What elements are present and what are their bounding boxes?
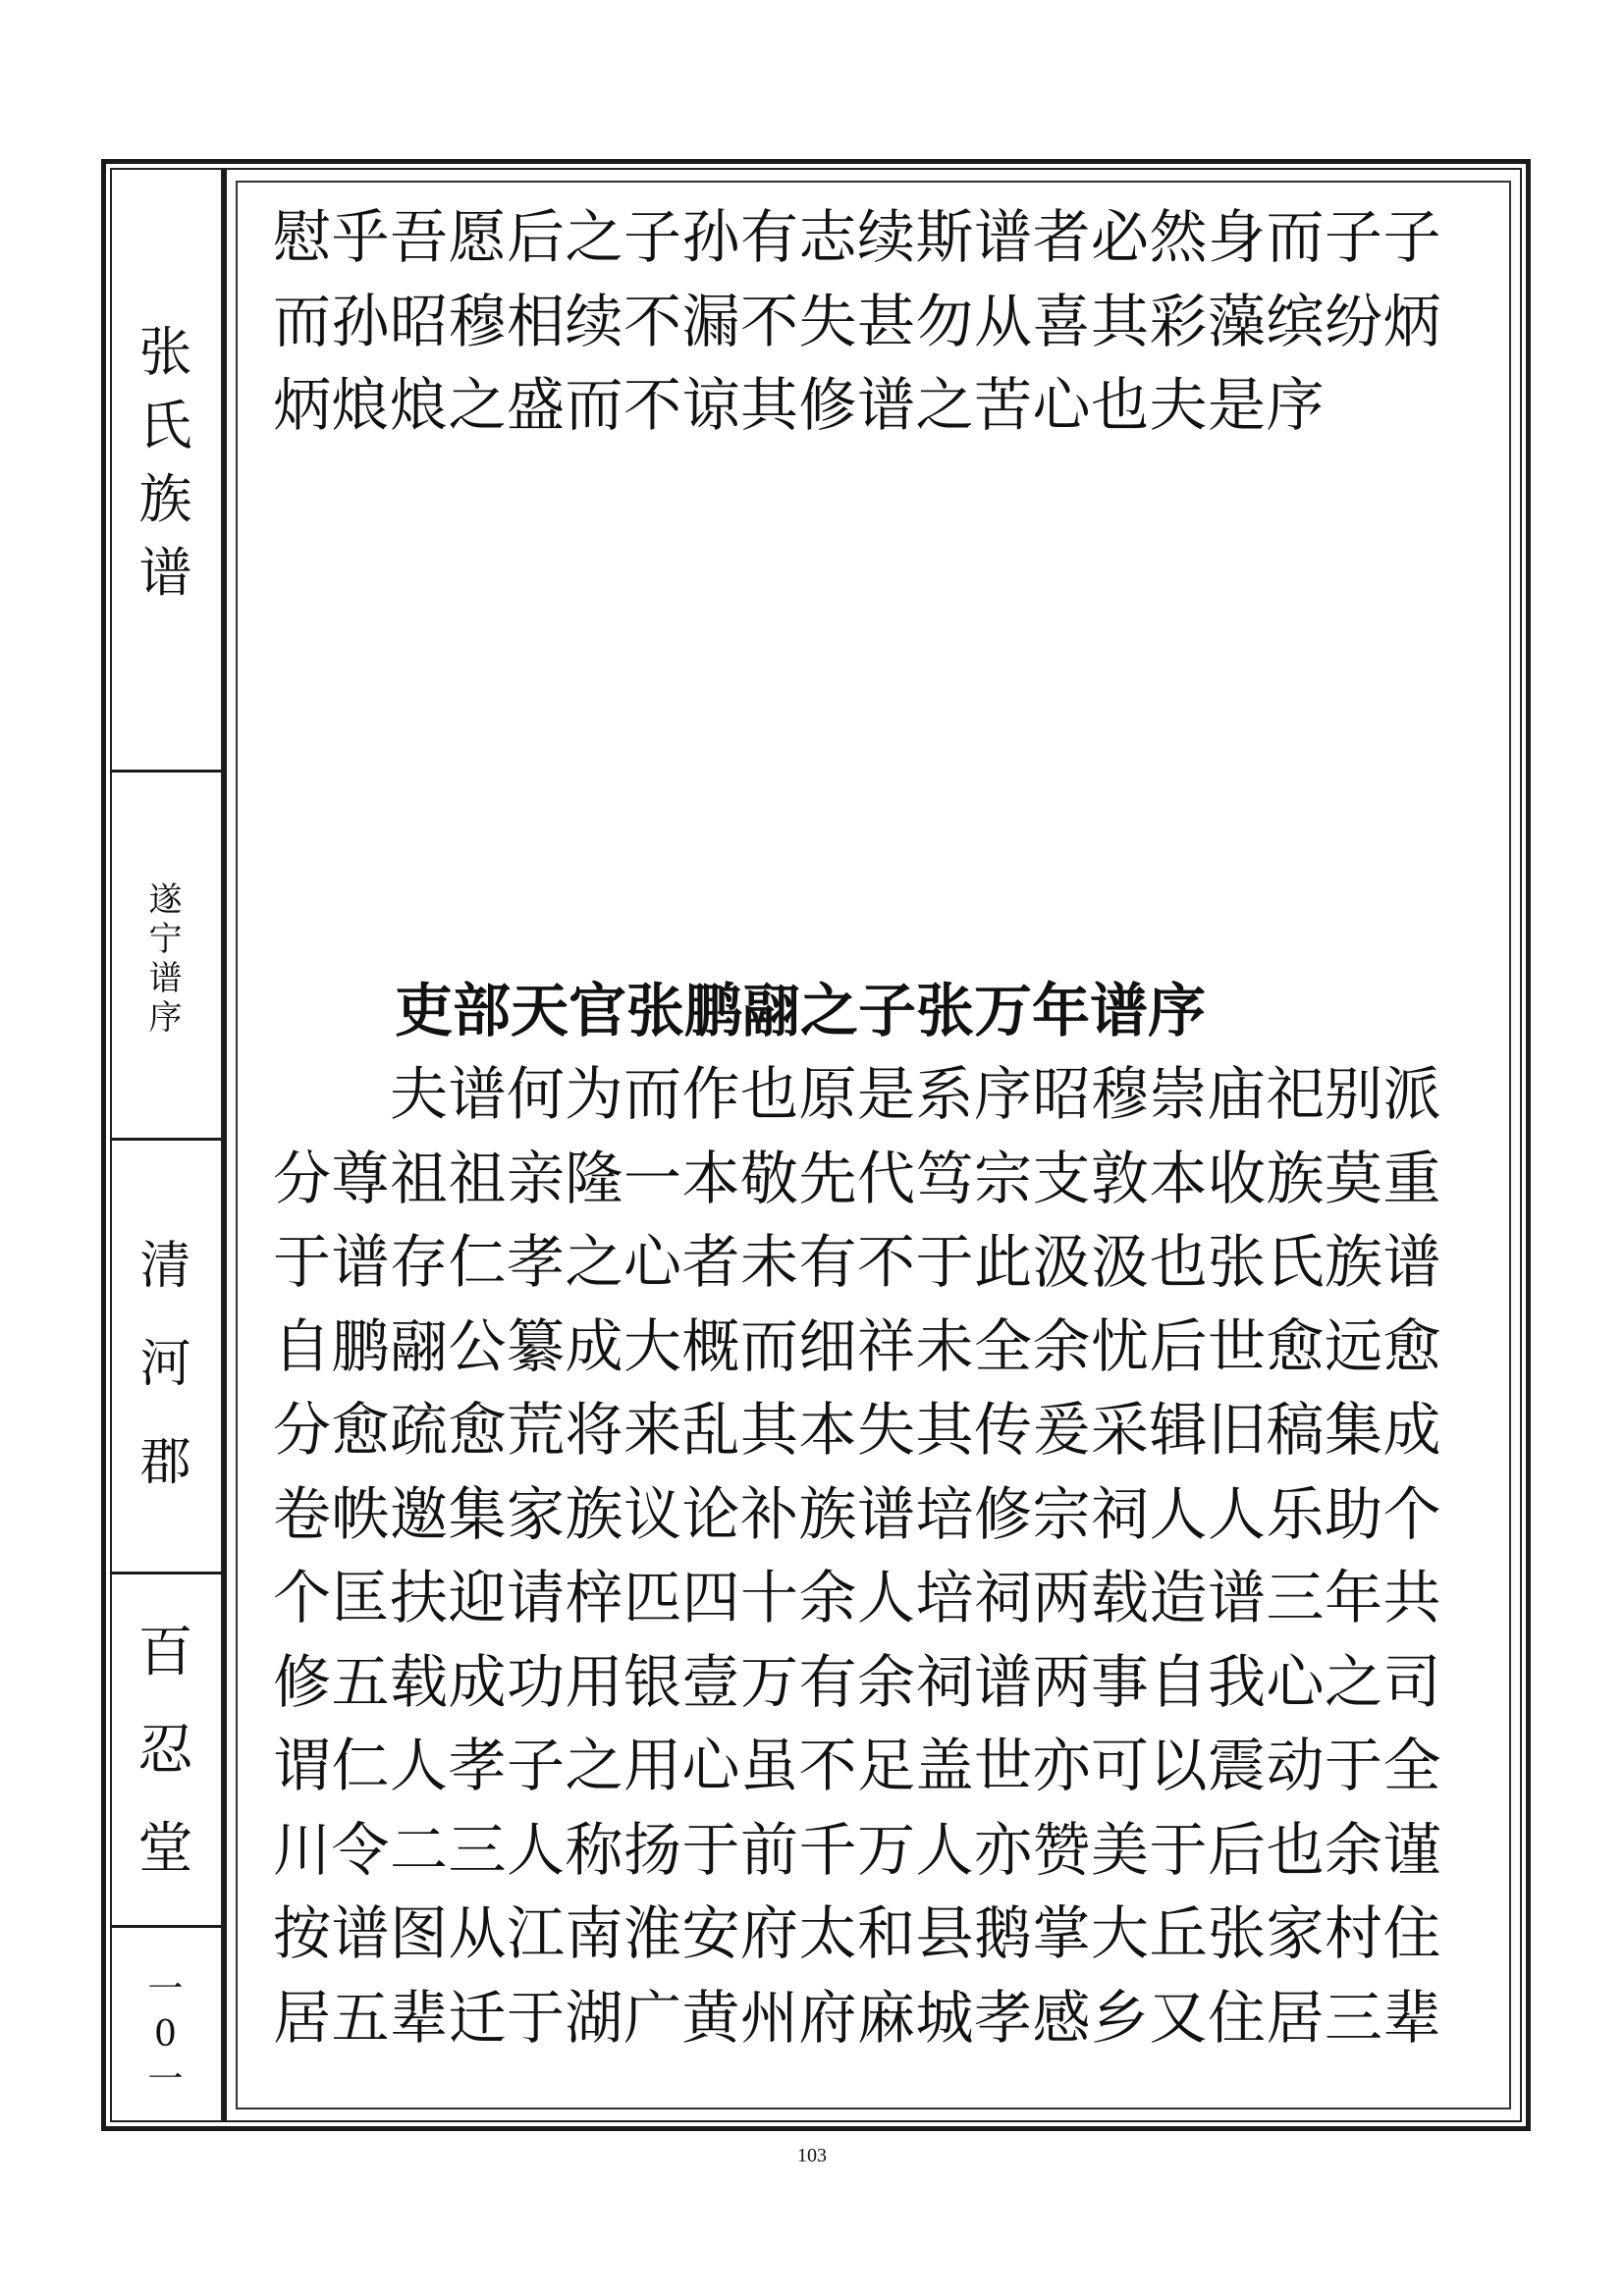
body-line-5: 分愈疏愈荒将来乱其本失其传爰采辑旧稿集成 bbox=[273, 1396, 1442, 1464]
section-title-char-3: 谱 bbox=[148, 959, 183, 998]
body-line-4: 自鹏翮公纂成大概而细祥未全余忧后世愈远愈 bbox=[273, 1311, 1442, 1380]
folio-number bbox=[110, 1967, 221, 2103]
top-passage bbox=[273, 195, 1490, 448]
body-line-9: 谓仁人孝子之用心虽不足盖世亦可以震动于全 bbox=[273, 1732, 1442, 1799]
side-cell-folio bbox=[110, 1928, 221, 2120]
body-line-2: 分尊祖祖亲隆一本敬先代笃宗支敦本收族莫重 bbox=[273, 1144, 1442, 1212]
hall-char-1: 百 bbox=[137, 1621, 193, 1684]
hall-name bbox=[110, 1604, 221, 1898]
body-line-8: 修五载成功用银壹万有余祠谱两事自我心之司 bbox=[273, 1647, 1442, 1716]
folio-char-2: 0 bbox=[154, 2014, 177, 2055]
column-divider bbox=[223, 168, 227, 2122]
hall-char-3: 堂 bbox=[137, 1817, 193, 1881]
section-title-char-2: 宁 bbox=[148, 920, 183, 959]
body-line-3: 于谱存仁孝之心者未有不于此汲汲也张氏族谱 bbox=[273, 1228, 1442, 1296]
side-cell-section bbox=[110, 773, 221, 1141]
top-line-3: 炳烺烺之盛而不谅其修谱之苦心也夫是序 bbox=[273, 371, 1326, 439]
side-cell-title bbox=[110, 168, 221, 773]
side-column bbox=[110, 168, 223, 2122]
body-line-12: 居五辈迁于湖广黄州府麻城孝感乡又住居三辈 bbox=[273, 1983, 1442, 2052]
book-title-char-3: 族 bbox=[138, 468, 192, 530]
prefecture-name bbox=[110, 1217, 221, 1512]
book-title bbox=[110, 315, 221, 610]
book-title-char-1: 张 bbox=[138, 321, 192, 383]
prefecture-char-1: 清 bbox=[139, 1237, 191, 1296]
page-number: 103 bbox=[797, 2145, 827, 2166]
body-line-10: 川令二三人称扬于前千万人亦赞美于后也余谨 bbox=[273, 1815, 1442, 1884]
hall-char-2: 忍 bbox=[137, 1719, 193, 1783]
section-title-char-4: 序 bbox=[148, 998, 183, 1038]
section-title bbox=[110, 881, 221, 1038]
prefecture-char-3: 郡 bbox=[139, 1433, 191, 1492]
preface-heading: 吏部天官张鹏翮之子张万年谱序 bbox=[395, 977, 1207, 1044]
side-cell-hall bbox=[110, 1575, 221, 1928]
body-line-6: 卷帙邀集家族议论补族谱培修宗祠人人乐助个 bbox=[273, 1479, 1442, 1548]
section-title-char-1: 遂 bbox=[148, 881, 183, 920]
side-cell-prefecture bbox=[110, 1141, 221, 1575]
body-line-11: 按谱图从江南淮安府太和县鹅掌大丘张家村住 bbox=[273, 1899, 1442, 1967]
prefecture-char-2: 河 bbox=[139, 1335, 191, 1394]
body-line-1: 夫谱何为而作也原是系序昭穆崇庙祀别派 bbox=[273, 1060, 1442, 1128]
book-title-char-2: 氏 bbox=[138, 395, 192, 456]
top-line-2: 而孙昭穆相续不漏不失甚勿从喜其彩藻缤纷炳 bbox=[273, 287, 1442, 355]
top-line-1: 慰乎吾愿后之子孙有志续斯谱者必然身而子子 bbox=[273, 203, 1442, 271]
body-passage bbox=[273, 1052, 1490, 2059]
body-line-7: 个匡扶迎请梓匹四十余人培祠两载造谱三年共 bbox=[273, 1564, 1442, 1631]
book-title-char-4: 谱 bbox=[138, 542, 192, 604]
folio-char-1: 一 bbox=[147, 1969, 184, 2009]
folio-char-3: 一 bbox=[147, 2059, 184, 2100]
